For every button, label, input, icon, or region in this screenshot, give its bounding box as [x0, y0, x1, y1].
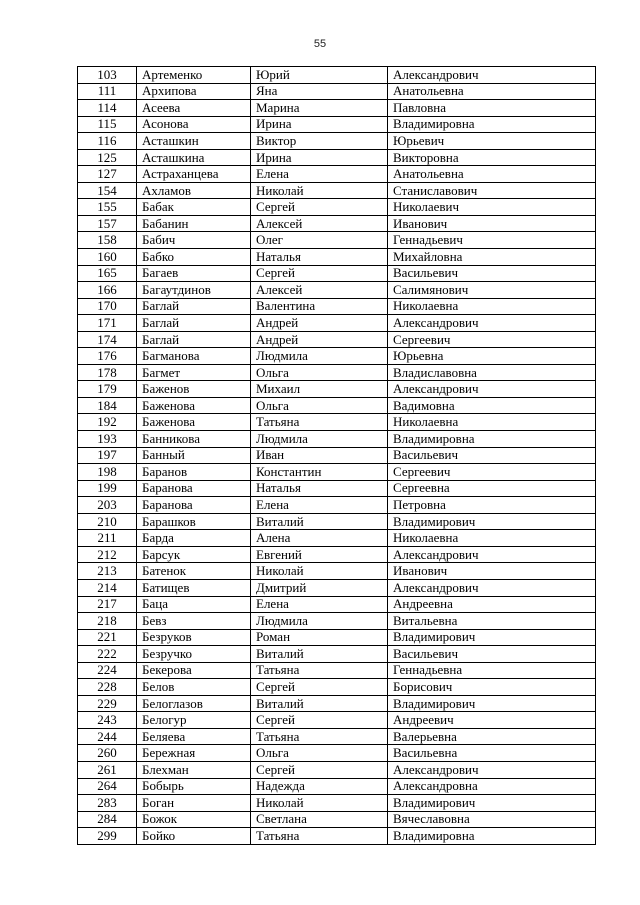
record-number-cell: 260 — [78, 745, 137, 762]
table-row — [78, 232, 596, 249]
first-name-cell: Наталья — [251, 480, 388, 497]
record-number-cell: 213 — [78, 563, 137, 580]
table-row — [78, 695, 596, 712]
first-name-cell: Роман — [251, 629, 388, 646]
patronymic-cell: Иванович — [388, 563, 596, 580]
table-row — [78, 116, 596, 133]
record-number-cell: 125 — [78, 149, 137, 166]
record-number-cell: 116 — [78, 133, 137, 150]
surname-cell: Беляева — [137, 728, 251, 745]
table-row — [78, 315, 596, 332]
first-name-cell: Виталий — [251, 646, 388, 663]
table-row — [78, 795, 596, 812]
surname-cell: Барашков — [137, 513, 251, 530]
surname-cell: Бабко — [137, 249, 251, 266]
surname-cell: Бевз — [137, 613, 251, 630]
surname-cell: Архипова — [137, 83, 251, 100]
first-name-cell: Ольга — [251, 364, 388, 381]
patronymic-cell: Владимировна — [388, 828, 596, 845]
first-name-cell: Татьяна — [251, 662, 388, 679]
table-row — [78, 265, 596, 282]
record-number-cell: 244 — [78, 728, 137, 745]
record-number-cell: 179 — [78, 381, 137, 398]
first-name-cell: Алексей — [251, 215, 388, 232]
first-name-cell: Сергей — [251, 679, 388, 696]
table-row — [78, 629, 596, 646]
first-name-cell: Сергей — [251, 761, 388, 778]
surname-cell: Белогур — [137, 712, 251, 729]
roster-table — [77, 66, 596, 845]
first-name-cell: Николай — [251, 795, 388, 812]
surname-cell: Барсук — [137, 546, 251, 563]
patronymic-cell: Владимирович — [388, 513, 596, 530]
surname-cell: Банникова — [137, 431, 251, 448]
patronymic-cell: Михайловна — [388, 249, 596, 266]
table-row — [78, 761, 596, 778]
first-name-cell: Виктор — [251, 133, 388, 150]
surname-cell: Белоглазов — [137, 695, 251, 712]
first-name-cell: Валентина — [251, 298, 388, 315]
table-row — [78, 215, 596, 232]
patronymic-cell: Владиславовна — [388, 364, 596, 381]
record-number-cell: 114 — [78, 100, 137, 117]
first-name-cell: Татьяна — [251, 828, 388, 845]
surname-cell: Баранова — [137, 497, 251, 514]
patronymic-cell: Александрович — [388, 546, 596, 563]
first-name-cell: Людмила — [251, 348, 388, 365]
surname-cell: Батищев — [137, 579, 251, 596]
table-row — [78, 579, 596, 596]
record-number-cell: 224 — [78, 662, 137, 679]
patronymic-cell: Борисович — [388, 679, 596, 696]
surname-cell: Баженов — [137, 381, 251, 398]
patronymic-cell: Салимянович — [388, 282, 596, 299]
surname-cell: Белов — [137, 679, 251, 696]
table-row — [78, 662, 596, 679]
first-name-cell: Дмитрий — [251, 579, 388, 596]
record-number-cell: 178 — [78, 364, 137, 381]
first-name-cell: Юрий — [251, 67, 388, 84]
page-number: 55 — [313, 38, 327, 50]
first-name-cell: Наталья — [251, 249, 388, 266]
table-row — [78, 199, 596, 216]
first-name-cell: Алена — [251, 530, 388, 547]
surname-cell: Барда — [137, 530, 251, 547]
record-number-cell: 261 — [78, 761, 137, 778]
patronymic-cell: Владимировна — [388, 431, 596, 448]
patronymic-cell: Александрович — [388, 67, 596, 84]
surname-cell: Баранов — [137, 464, 251, 481]
record-number-cell: 158 — [78, 232, 137, 249]
record-number-cell: 154 — [78, 182, 137, 199]
first-name-cell: Виталий — [251, 695, 388, 712]
surname-cell: Асташкина — [137, 149, 251, 166]
surname-cell: Боган — [137, 795, 251, 812]
table-row — [78, 133, 596, 150]
surname-cell: Артеменко — [137, 67, 251, 84]
table-row — [78, 282, 596, 299]
table-row — [78, 513, 596, 530]
table-row — [78, 828, 596, 845]
record-number-cell: 166 — [78, 282, 137, 299]
first-name-cell: Михаил — [251, 381, 388, 398]
patronymic-cell: Викторовна — [388, 149, 596, 166]
record-number-cell: 193 — [78, 431, 137, 448]
table-row — [78, 464, 596, 481]
patronymic-cell: Николаевна — [388, 530, 596, 547]
surname-cell: Багаев — [137, 265, 251, 282]
record-number-cell: 103 — [78, 67, 137, 84]
patronymic-cell: Александрович — [388, 761, 596, 778]
surname-cell: Баца — [137, 596, 251, 613]
surname-cell: Батенок — [137, 563, 251, 580]
patronymic-cell: Николаевна — [388, 414, 596, 431]
record-number-cell: 165 — [78, 265, 137, 282]
record-number-cell: 264 — [78, 778, 137, 795]
table-row — [78, 364, 596, 381]
patronymic-cell: Владимировна — [388, 116, 596, 133]
record-number-cell: 243 — [78, 712, 137, 729]
table-row — [78, 397, 596, 414]
surname-cell: Асташкин — [137, 133, 251, 150]
table-row — [78, 546, 596, 563]
first-name-cell: Ольга — [251, 397, 388, 414]
record-number-cell: 228 — [78, 679, 137, 696]
patronymic-cell: Владимирович — [388, 795, 596, 812]
first-name-cell: Людмила — [251, 613, 388, 630]
patronymic-cell: Александровна — [388, 778, 596, 795]
first-name-cell: Константин — [251, 464, 388, 481]
record-number-cell: 184 — [78, 397, 137, 414]
surname-cell: Багмет — [137, 364, 251, 381]
first-name-cell: Андрей — [251, 331, 388, 348]
record-number-cell: 217 — [78, 596, 137, 613]
surname-cell: Бобырь — [137, 778, 251, 795]
record-number-cell: 299 — [78, 828, 137, 845]
patronymic-cell: Сергеевна — [388, 480, 596, 497]
surname-cell: Баженова — [137, 397, 251, 414]
record-number-cell: 155 — [78, 199, 137, 216]
surname-cell: Баранова — [137, 480, 251, 497]
patronymic-cell: Владимирович — [388, 695, 596, 712]
record-number-cell: 192 — [78, 414, 137, 431]
surname-cell: Бабак — [137, 199, 251, 216]
surname-cell: Божок — [137, 811, 251, 828]
patronymic-cell: Валерьевна — [388, 728, 596, 745]
roster-table-body — [78, 67, 596, 845]
first-name-cell: Ирина — [251, 116, 388, 133]
table-row — [78, 646, 596, 663]
patronymic-cell: Александрович — [388, 381, 596, 398]
record-number-cell: 197 — [78, 447, 137, 464]
record-number-cell: 218 — [78, 613, 137, 630]
record-number-cell: 214 — [78, 579, 137, 596]
table-row — [78, 613, 596, 630]
table-row — [78, 745, 596, 762]
patronymic-cell: Васильевич — [388, 265, 596, 282]
first-name-cell: Николай — [251, 182, 388, 199]
surname-cell: Асонова — [137, 116, 251, 133]
surname-cell: Бойко — [137, 828, 251, 845]
patronymic-cell: Николаевна — [388, 298, 596, 315]
record-number-cell: 198 — [78, 464, 137, 481]
surname-cell: Асеева — [137, 100, 251, 117]
record-number-cell: 171 — [78, 315, 137, 332]
table-row — [78, 712, 596, 729]
patronymic-cell: Вадимовна — [388, 397, 596, 414]
surname-cell: Багаутдинов — [137, 282, 251, 299]
table-row — [78, 431, 596, 448]
table-row — [78, 679, 596, 696]
patronymic-cell: Александрович — [388, 579, 596, 596]
table-row — [78, 67, 596, 84]
table-row — [78, 182, 596, 199]
patronymic-cell: Васильевна — [388, 745, 596, 762]
patronymic-cell: Петровна — [388, 497, 596, 514]
table-row — [78, 249, 596, 266]
table-row — [78, 497, 596, 514]
surname-cell: Бабанин — [137, 215, 251, 232]
record-number-cell: 199 — [78, 480, 137, 497]
record-number-cell: 211 — [78, 530, 137, 547]
surname-cell: Блехман — [137, 761, 251, 778]
table-row — [78, 83, 596, 100]
patronymic-cell: Николаевич — [388, 199, 596, 216]
table-row — [78, 563, 596, 580]
surname-cell: Ахламов — [137, 182, 251, 199]
table-row — [78, 728, 596, 745]
first-name-cell: Людмила — [251, 431, 388, 448]
first-name-cell: Татьяна — [251, 728, 388, 745]
table-row — [78, 348, 596, 365]
record-number-cell: 127 — [78, 166, 137, 183]
table-row — [78, 331, 596, 348]
first-name-cell: Виталий — [251, 513, 388, 530]
record-number-cell: 115 — [78, 116, 137, 133]
patronymic-cell: Владимирович — [388, 629, 596, 646]
patronymic-cell: Сергеевич — [388, 464, 596, 481]
patronymic-cell: Анатольевна — [388, 166, 596, 183]
patronymic-cell: Вячеславовна — [388, 811, 596, 828]
surname-cell: Бабич — [137, 232, 251, 249]
record-number-cell: 157 — [78, 215, 137, 232]
first-name-cell: Сергей — [251, 712, 388, 729]
first-name-cell: Андрей — [251, 315, 388, 332]
first-name-cell: Олег — [251, 232, 388, 249]
table-row — [78, 100, 596, 117]
surname-cell: Бережная — [137, 745, 251, 762]
first-name-cell: Марина — [251, 100, 388, 117]
table-row — [78, 596, 596, 613]
patronymic-cell: Иванович — [388, 215, 596, 232]
record-number-cell: 229 — [78, 695, 137, 712]
surname-cell: Баглай — [137, 315, 251, 332]
table-row — [78, 298, 596, 315]
first-name-cell: Надежда — [251, 778, 388, 795]
patronymic-cell: Александрович — [388, 315, 596, 332]
surname-cell: Бекерова — [137, 662, 251, 679]
first-name-cell: Ольга — [251, 745, 388, 762]
table-row — [78, 447, 596, 464]
record-number-cell: 160 — [78, 249, 137, 266]
patronymic-cell: Юрьевич — [388, 133, 596, 150]
table-row — [78, 530, 596, 547]
patronymic-cell: Геннадьевна — [388, 662, 596, 679]
first-name-cell: Сергей — [251, 199, 388, 216]
first-name-cell: Ирина — [251, 149, 388, 166]
table-row — [78, 480, 596, 497]
first-name-cell: Сергей — [251, 265, 388, 282]
first-name-cell: Татьяна — [251, 414, 388, 431]
table-row — [78, 149, 596, 166]
surname-cell: Баженова — [137, 414, 251, 431]
record-number-cell: 174 — [78, 331, 137, 348]
table-row — [78, 381, 596, 398]
record-number-cell: 176 — [78, 348, 137, 365]
patronymic-cell: Сергеевич — [388, 331, 596, 348]
record-number-cell: 221 — [78, 629, 137, 646]
first-name-cell: Светлана — [251, 811, 388, 828]
surname-cell: Безруков — [137, 629, 251, 646]
surname-cell: Баглай — [137, 331, 251, 348]
surname-cell: Баглай — [137, 298, 251, 315]
first-name-cell: Евгений — [251, 546, 388, 563]
first-name-cell: Алексей — [251, 282, 388, 299]
first-name-cell: Иван — [251, 447, 388, 464]
record-number-cell: 111 — [78, 83, 137, 100]
table-row — [78, 414, 596, 431]
table-row — [78, 778, 596, 795]
patronymic-cell: Павловна — [388, 100, 596, 117]
table-row — [78, 811, 596, 828]
patronymic-cell: Андреевич — [388, 712, 596, 729]
patronymic-cell: Андреевна — [388, 596, 596, 613]
first-name-cell: Елена — [251, 596, 388, 613]
patronymic-cell: Юрьевна — [388, 348, 596, 365]
patronymic-cell: Геннадьевич — [388, 232, 596, 249]
patronymic-cell: Васильевич — [388, 646, 596, 663]
record-number-cell: 283 — [78, 795, 137, 812]
record-number-cell: 210 — [78, 513, 137, 530]
record-number-cell: 222 — [78, 646, 137, 663]
patronymic-cell: Витальевна — [388, 613, 596, 630]
first-name-cell: Яна — [251, 83, 388, 100]
surname-cell: Багманова — [137, 348, 251, 365]
first-name-cell: Елена — [251, 166, 388, 183]
record-number-cell: 170 — [78, 298, 137, 315]
surname-cell: Астраханцева — [137, 166, 251, 183]
surname-cell: Банный — [137, 447, 251, 464]
record-number-cell: 212 — [78, 546, 137, 563]
patronymic-cell: Анатольевна — [388, 83, 596, 100]
first-name-cell: Николай — [251, 563, 388, 580]
surname-cell: Безручко — [137, 646, 251, 663]
patronymic-cell: Станиславович — [388, 182, 596, 199]
record-number-cell: 203 — [78, 497, 137, 514]
table-row — [78, 166, 596, 183]
patronymic-cell: Васильевич — [388, 447, 596, 464]
first-name-cell: Елена — [251, 497, 388, 514]
record-number-cell: 284 — [78, 811, 137, 828]
